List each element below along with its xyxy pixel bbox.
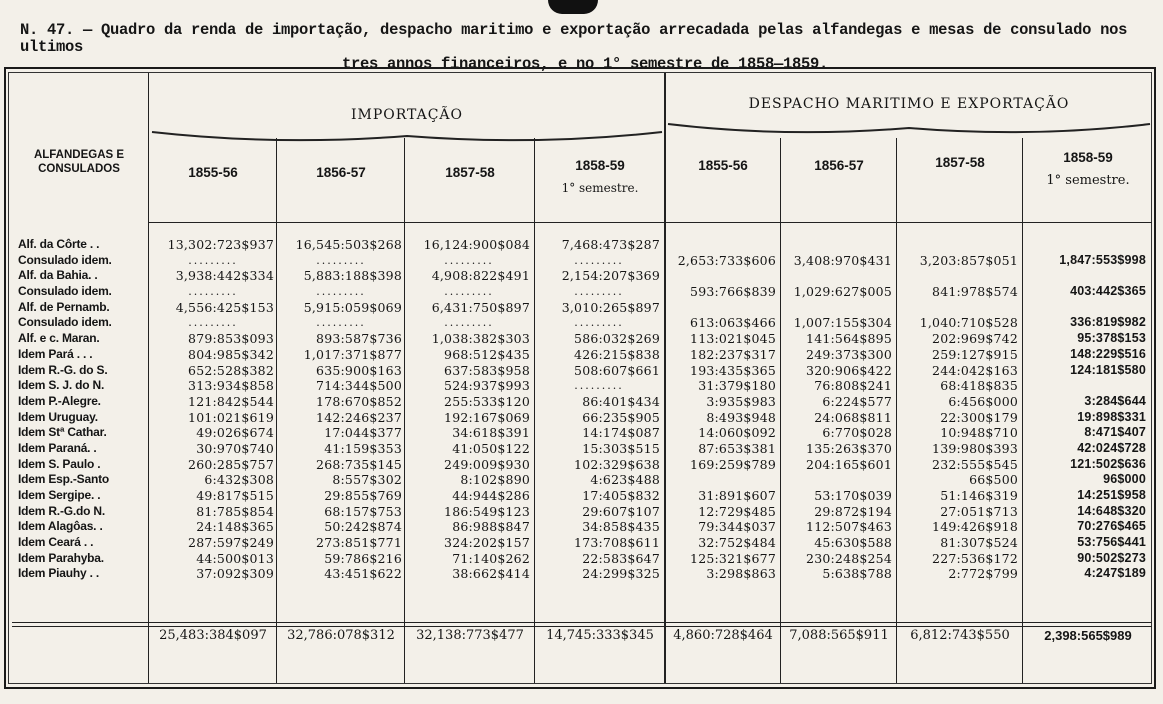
table-cell [668,472,776,488]
table-cell: 22:583$647 [582,550,660,566]
table-cell [1026,237,1146,253]
table-cell: 86:988$847 [452,519,530,535]
table-cell: 41:050$122 [452,440,530,456]
table-cell: 14:648$320 [1077,503,1146,518]
table-cell: 259:127$915 [932,346,1018,362]
total-imp-1855-56: 25,483:384$097 [159,628,267,643]
table-cell: ......... [574,253,624,267]
divider-desp-2 [896,138,897,683]
row-name: Alf. da Côrte . . [18,237,100,251]
table-cell: 2,154:207$369 [561,268,660,284]
table-cell: 96$000 [1103,472,1146,487]
row-name: Consulado idem. [18,252,112,267]
table-cell: 121:502$636 [1070,456,1146,471]
table-cell: 3,938:442$334 [175,268,274,284]
table-cell: 124:181$580 [1070,362,1146,377]
row-name: Idem Paraná. . [18,440,97,455]
total-desp-1856-57: 7,088:565$911 [789,628,889,643]
table-cell: 403:442$365 [1070,284,1146,299]
table-cell [900,300,1018,316]
table-cell: 141:564$895 [806,331,892,347]
divider-imp-2 [404,138,405,683]
header-desp-1858-59: 1858-59 [1063,150,1113,165]
table-cell: 51:146$319 [940,488,1018,503]
table-cell: ......... [444,285,494,299]
table-cell: 593:766$839 [690,284,776,300]
table-cell: 714:344$500 [316,378,402,394]
table-cell: ......... [316,316,366,330]
table-cell: 249:373$300 [806,346,892,362]
row-name: Idem Alagôas. . [18,519,103,534]
table-cell [668,268,776,284]
table-cell: 255:533$120 [444,393,530,409]
table-cell: 249:009$930 [444,456,530,472]
table-cell: 42:024$728 [1077,440,1146,455]
table-cell: 13,302:723$937 [167,237,274,252]
table-cell: 879:853$093 [188,331,274,347]
table-cell [1026,300,1146,316]
divider-imp-1 [276,138,277,683]
table-cell: 50:242$874 [324,519,402,535]
table-cell [1026,378,1146,394]
table-cell: 193:435$365 [690,362,776,378]
table-cell: 6:770$028 [822,425,892,441]
title-line-1: N. 47. — Quadro da renda de importação, despacho maritimo e exportação arrecadada pelas alfandegas e mesas de consulado nos ultimos [20,21,1128,56]
table-cell: 71:140$262 [452,550,530,566]
table-cell: 202:969$742 [932,331,1018,347]
table-cell: 34:618$391 [452,425,530,441]
total-desp-1858-59: 2,398:565$989 [1044,628,1132,643]
table-cell: 336:819$982 [1070,315,1146,330]
group-title-importacao: IMPORTAÇÃO [350,107,464,123]
table-cell: 3:935$983 [706,393,776,409]
row-name: Idem Stª Cathar. [18,425,107,440]
column-imp-1858-59 [538,237,660,582]
brace-despacho [666,118,1152,142]
table-cell: 79:344$037 [698,519,776,535]
table-cell [900,268,1018,284]
divider-desp-1 [780,138,781,683]
table-cell: 4,556:425$153 [175,299,274,315]
row-name: Idem Parahyba. [18,550,104,565]
table-cell: 1,029:627$005 [793,284,892,300]
table-cell: 44:500$013 [196,550,274,566]
column-imp-1856-57 [280,237,402,582]
table-cell: 3,203:857$051 [919,252,1018,268]
table-cell: 5,883:188$398 [303,268,402,284]
table-cell: 841:978$574 [932,284,1018,300]
table-cell: 49:026$674 [196,425,274,441]
table-cell: 19:898$331 [1077,409,1146,424]
table-cell: 86:401$434 [582,393,660,409]
table-cell: 29:872$194 [814,503,892,519]
column-desp-1858-59 [1026,237,1146,582]
divider-desp-3 [1022,138,1023,683]
row-name: Alf. e c. Maran. [18,331,100,346]
table-cell: 37:092$309 [196,566,274,582]
table-cell: 90:502$273 [1077,550,1146,565]
table-cell: 76:808$241 [814,378,892,394]
table-cell [784,268,892,284]
header-imp-semestre: 1° semestre. [561,181,639,195]
table-cell: 12:729$485 [698,503,776,519]
table-cell: 68:418$835 [940,378,1018,394]
table-cell: 173:708$611 [574,535,660,551]
total-imp-1858-59: 14,745:333$345 [546,628,654,643]
row-name: Idem Esp.-Santo [18,472,110,487]
table-cell: ......... [574,285,624,299]
table-cell: 8:557$302 [332,472,402,488]
table-cell: 68:157$753 [324,503,402,519]
table-cell: 53:756$441 [1077,535,1146,550]
table-cell: 6:456$000 [948,393,1018,409]
table-cell: 135:263$370 [806,440,892,456]
header-desp-1855-56: 1855-56 [698,158,748,173]
table-cell: 125:321$677 [690,550,776,566]
table-cell: 1,040:710$528 [919,315,1018,331]
table-cell: 66:235$905 [582,409,660,425]
table-cell: 508:607$661 [574,362,660,378]
table-cell: 613:063$466 [690,315,776,331]
table-cell [668,237,776,253]
table-cell: ......... [574,316,624,330]
table-cell: 5:638$788 [822,566,892,582]
table-cell: 3,408:970$431 [793,252,892,268]
table-cell: 148:229$516 [1070,346,1146,361]
table-cell: 230:248$254 [806,550,892,566]
table-cell [668,300,776,316]
header-imp-1855-56: 1855-56 [188,165,238,180]
table-cell: 1,847:553$998 [1059,252,1146,267]
table-cell: 178:670$852 [316,393,402,409]
table-title [20,22,1150,73]
table-cell: 142:246$237 [316,409,402,425]
table-cell: ......... [188,316,238,330]
row-name: Consulado idem. [18,284,112,299]
table-cell: 968:512$435 [444,346,530,362]
table-cell: 31:891$607 [698,488,776,503]
table-cell: 14:251$958 [1077,488,1146,502]
table-cell: 8:471$407 [1084,425,1146,440]
table-cell: 81:785$854 [196,503,274,519]
table-cell: 426:215$838 [574,346,660,362]
table-cell: 1,007:155$304 [793,315,892,331]
table-cell: 3:284$644 [1084,393,1146,408]
header-imp-1856-57: 1856-57 [316,165,366,180]
table-cell: 324:202$157 [444,535,530,551]
table-cell: 66$500 [969,472,1018,488]
header-imp-1858-59: 1858-59 [575,158,625,173]
row-name: Consulado idem. [18,315,112,330]
header-imp-1857-58: 1857-58 [445,165,495,180]
table-cell [1026,268,1146,284]
header-desp-1856-57: 1856-57 [814,158,864,173]
column-names [18,237,150,582]
brace-importacao [150,128,664,148]
table-cell: 524:937$993 [444,378,530,394]
table-cell: 586:032$269 [574,331,660,347]
table-cell: 121:842$544 [188,393,274,409]
table-cell: 4:623$488 [590,472,660,488]
header-desp-semestre: 1° semestre. [1046,173,1130,188]
table-cell: 16,124:900$084 [423,237,530,252]
stub-header: ALFANDEGAS E CONSULADOS [33,149,125,175]
row-name: Idem Uruguay. [18,409,98,424]
divider-imp-3 [534,138,535,683]
table-cell: ......... [188,285,238,299]
table-cell: 268:735$145 [316,456,402,472]
row-name: Alf. da Bahia. . [18,268,98,283]
table-cell: 14:174$087 [582,425,660,441]
table-cell: 34:858$435 [582,519,660,535]
title-line-2: tres annos financeiros, e no 1° semestre de 1858—1859. [341,55,829,73]
table-cell: 4:247$189 [1084,566,1146,581]
table-cell: 43:451$622 [324,566,402,582]
table-cell: 24:148$365 [196,519,274,535]
table-cell: 3:298$863 [706,566,776,582]
table-cell: 17:044$377 [324,425,402,441]
table-cell: 15:303$515 [582,440,660,456]
table-cell: 652:528$382 [188,362,274,378]
table-cell: 102:329$638 [574,456,660,472]
table-cell: 32:752$484 [698,535,776,551]
table-cell: 30:970$740 [196,440,274,456]
table-cell: 1,017:371$877 [303,346,402,362]
table-cell: ......... [444,253,494,267]
column-desp-1855-56 [668,237,776,582]
ink-blot [548,0,598,14]
table-cell: 6:432$308 [204,472,274,488]
column-desp-1856-57 [784,237,892,582]
table-cell: 8:493$948 [706,409,776,425]
total-imp-1857-58: 32,138:773$477 [416,628,524,643]
row-name: Idem Pará . . . [18,346,93,361]
table-cell: ......... [316,285,366,299]
table-cell: 29:855$769 [324,488,402,503]
row-name: Idem Sergipe. . [18,488,101,502]
table-cell: 45:630$588 [814,535,892,551]
table-cell: 17:405$832 [582,488,660,503]
table-cell: 637:583$958 [444,362,530,378]
table-cell: ......... [444,316,494,330]
table-cell: 16,545:503$268 [295,237,402,252]
table-cell: 139:980$393 [932,440,1018,456]
table-cell: 24:299$325 [582,566,660,582]
table-cell: 95:378$153 [1077,331,1146,346]
table-cell: 27:051$713 [940,503,1018,519]
table-cell: 893:587$736 [316,331,402,347]
column-imp-1857-58 [408,237,530,582]
row-name: Idem Ceará . . [18,535,94,550]
table-cell: 149:426$918 [932,519,1018,535]
total-imp-1856-57: 32,786:078$312 [287,628,395,643]
table-cell: 112:507$463 [806,519,892,535]
table-cell: 182:237$317 [690,346,776,362]
column-imp-1855-56 [152,237,274,582]
table-cell: 804:985$342 [188,346,274,362]
table-cell: ......... [316,253,366,267]
table-cell: 49:817$515 [196,488,274,503]
table-cell: 287:597$249 [188,535,274,551]
table-cell: 41:159$353 [324,440,402,456]
table-cell: 192:167$069 [444,409,530,425]
row-name: Alf. de Pernamb. [18,299,110,314]
row-name: Idem R.-G. do S. [18,362,108,377]
total-desp-1857-58: 6,812:743$550 [910,628,1010,643]
table-cell: 232:555$545 [932,456,1018,472]
table-cell: 4,908:822$491 [431,268,530,284]
table-cell: 29:607$107 [582,503,660,519]
table-cell: 31:379$180 [698,378,776,394]
table-cell [900,237,1018,253]
table-cell: 273:851$771 [316,535,402,551]
row-name: Idem Piauhy . . [18,566,100,581]
table-cell: 59:786$216 [324,550,402,566]
table-cell: 204:165$601 [806,456,892,472]
table-cell: 38:662$414 [452,566,530,582]
table-cell: 7,468:473$287 [561,237,660,252]
table-cell: 260:285$757 [188,456,274,472]
table-cell: 169:259$789 [690,456,776,472]
table-cell: 24:068$811 [814,409,892,425]
table-cell: 1,038:382$303 [431,331,530,347]
table-cell: 635:900$163 [316,362,402,378]
group-title-despacho: DESPACHO MARITIMO E EXPORTAÇÃO [748,96,1070,112]
table-cell [784,237,892,253]
row-name: Idem R.-G.do N. [18,503,106,518]
row-name: Idem S. Paulo . [18,456,101,471]
table-cell: 53:170$039 [814,488,892,503]
table-cell: 6,431:750$897 [431,299,530,315]
table-cell: 70:276$465 [1077,519,1146,534]
table-cell: 14:060$092 [698,425,776,441]
table-cell: 3,010:265$897 [561,299,660,315]
table-cell: 244:042$163 [932,362,1018,378]
table-cell: 8:102$890 [460,472,530,488]
table-cell: 87:653$381 [698,440,776,456]
table-cell: 44:944$286 [452,488,530,503]
table-cell: 10:948$710 [940,425,1018,441]
row-name: Idem P.-Alegre. [18,393,101,408]
table-cell: 6:224$577 [822,393,892,409]
table-cell: 2:772$799 [948,566,1018,582]
table-cell: 81:307$524 [940,535,1018,551]
header-desp-1857-58: 1857-58 [935,155,985,170]
table-cell [784,300,892,316]
table-cell: 113:021$045 [690,331,776,347]
table-cell: 2,653:733$606 [677,252,776,268]
table-cell: 320:906$422 [806,362,892,378]
table-cell: 227:536$172 [932,550,1018,566]
table-cell [784,472,892,488]
totals-rule-2 [12,626,1152,627]
header-rule [148,222,1152,223]
table-cell: 5,915:059$069 [303,299,402,315]
table-cell: 101:021$619 [188,409,274,425]
column-desp-1857-58 [900,237,1018,582]
table-cell: 22:300$179 [940,409,1018,425]
totals-rule [12,622,1152,623]
total-desp-1855-56: 4,860:728$464 [673,628,773,643]
table-cell: 313:934$858 [188,378,274,394]
table-cell: 186:549$123 [444,503,530,519]
table-cell: ......... [188,253,238,267]
row-name: Idem S. J. do N. [18,378,105,393]
table-cell: ......... [574,379,624,393]
